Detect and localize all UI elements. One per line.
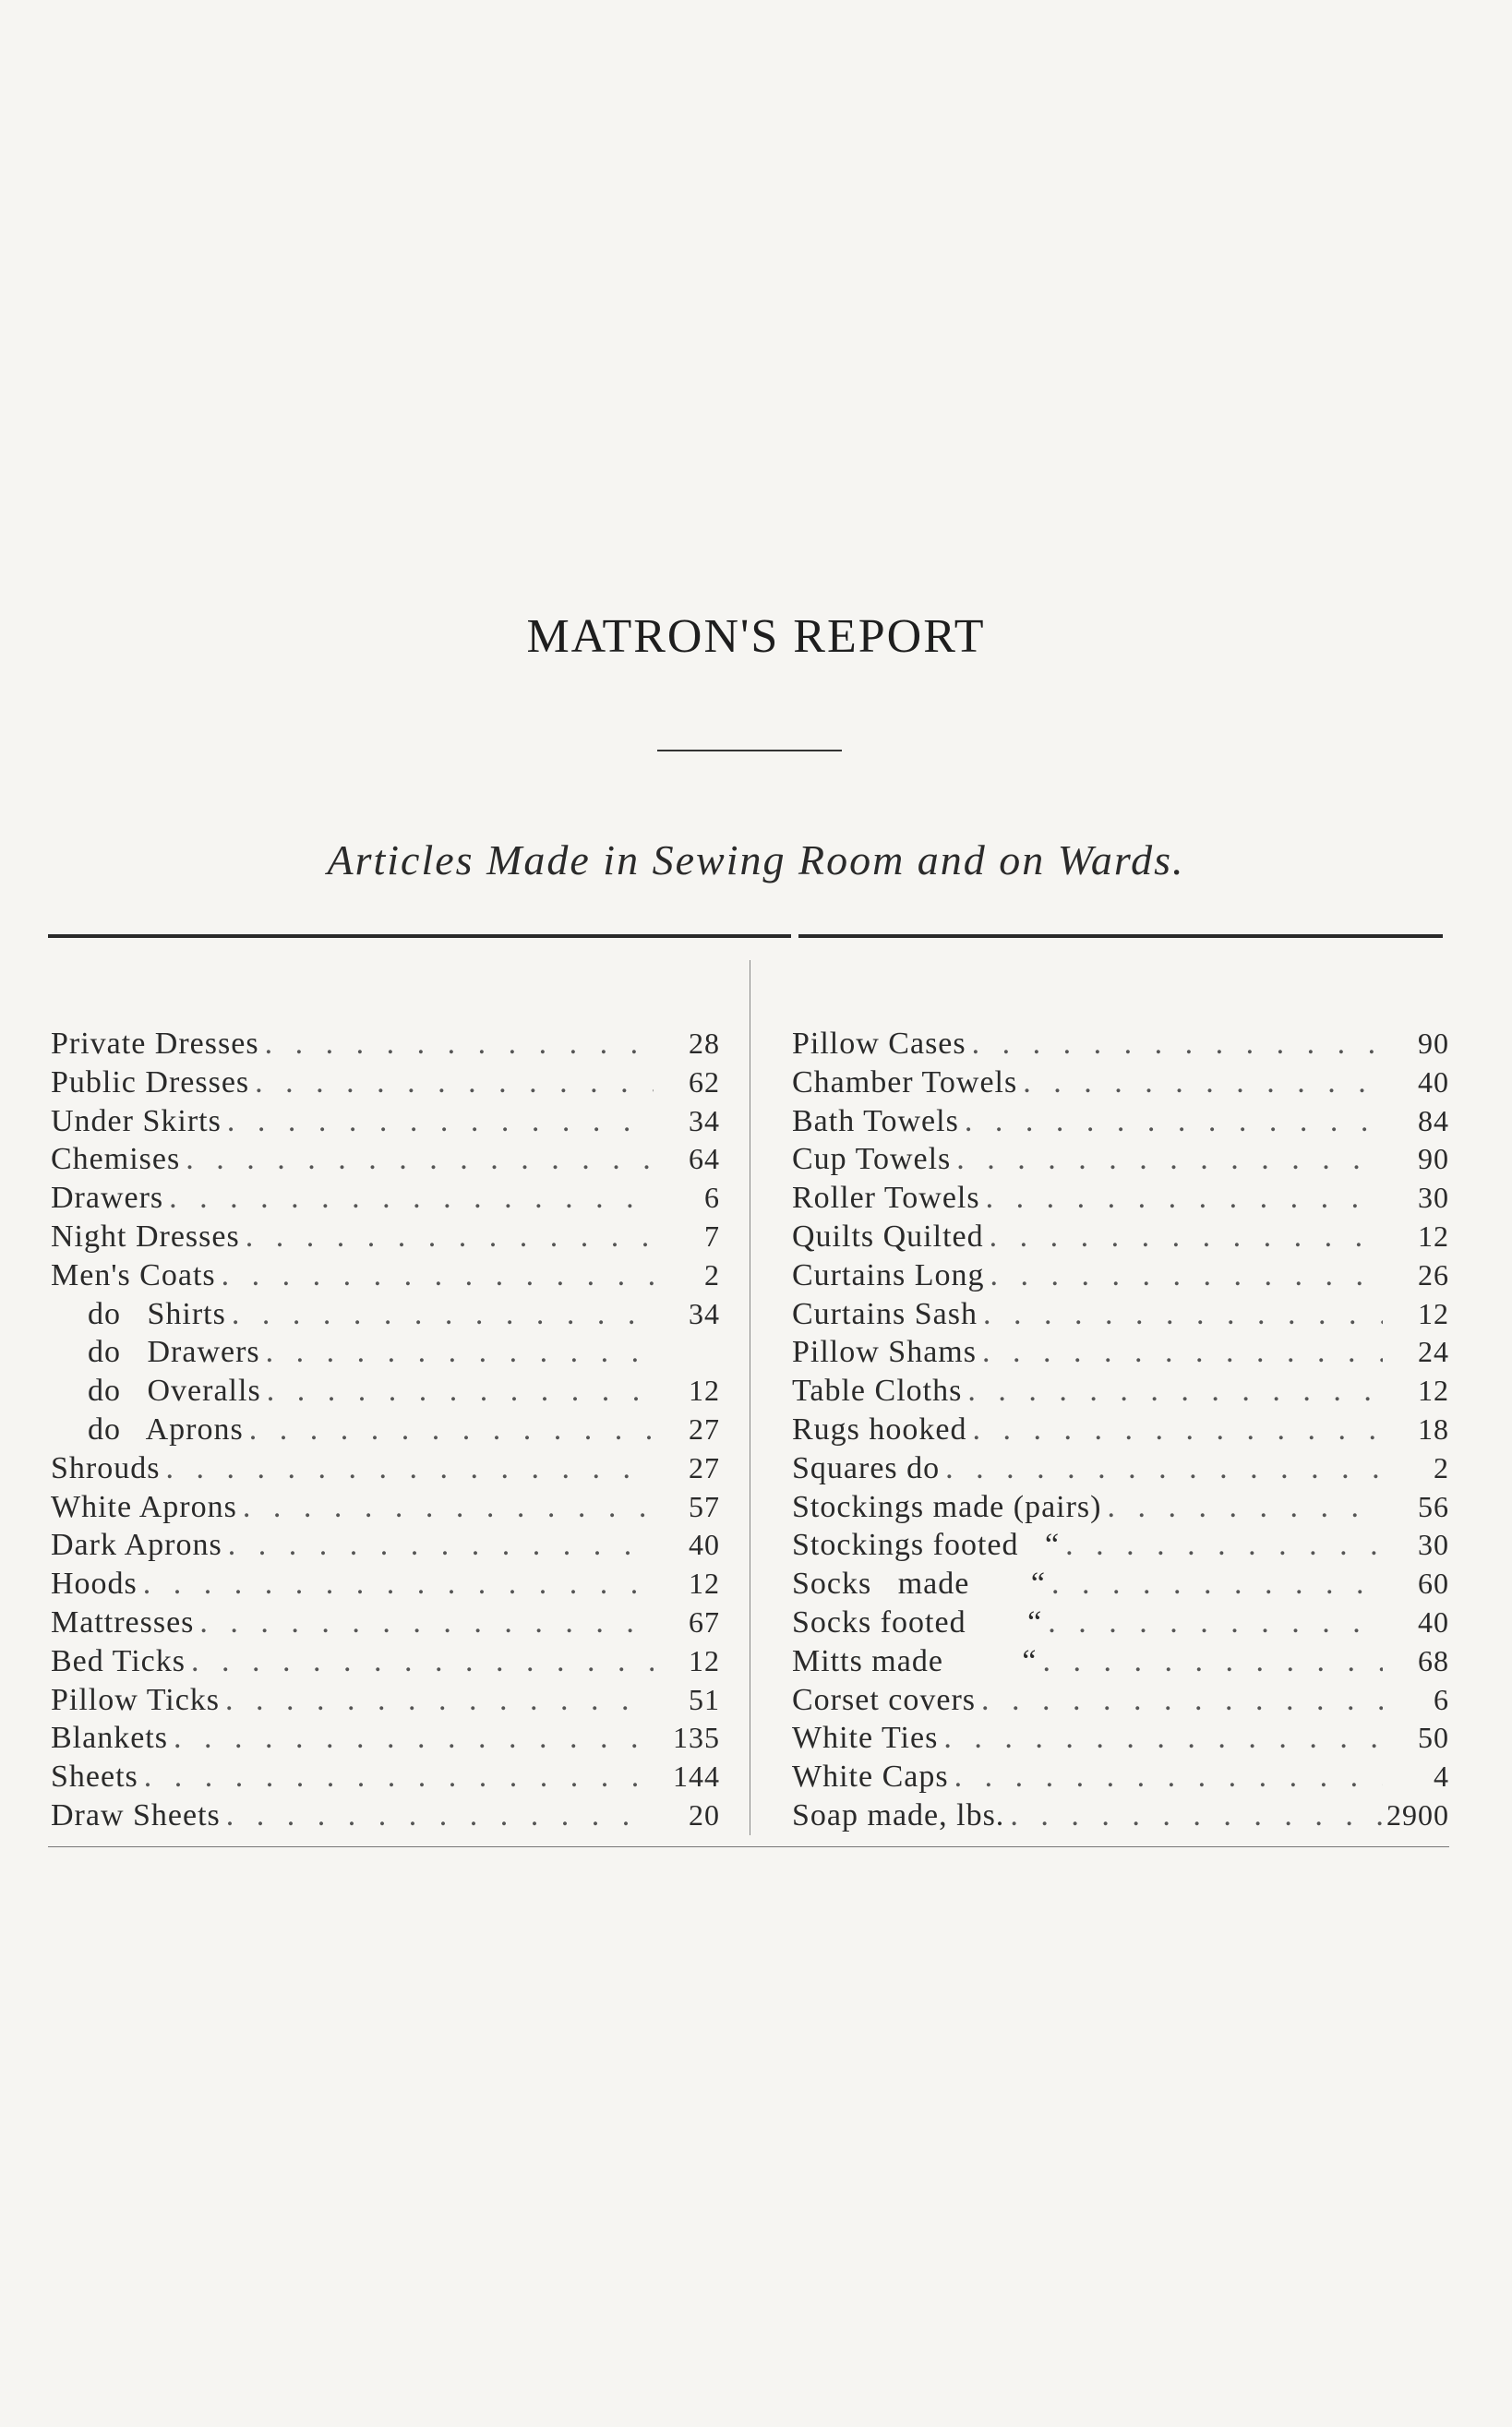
item-label: Stockings made (pairs): [792, 1489, 1102, 1524]
item-label: Mitts made “: [792, 1643, 1038, 1678]
item-label: Stockings footed “: [792, 1528, 1061, 1563]
item-count: 28: [689, 1027, 720, 1060]
item-count: 6: [704, 1181, 720, 1215]
item-label: Hoods: [51, 1567, 138, 1602]
dot-leader: [194, 1604, 654, 1642]
item-count: 7: [704, 1219, 720, 1253]
item-count: 30: [1418, 1528, 1449, 1562]
item-count: 56: [1418, 1489, 1449, 1523]
item-count: 144: [673, 1760, 720, 1794]
list-item: [792, 1372, 1449, 1411]
dot-leader: [980, 1179, 1383, 1218]
list-item: [51, 1179, 720, 1218]
list-item: [792, 1681, 1449, 1720]
item-count: 12: [689, 1374, 720, 1408]
list-item: [792, 1140, 1449, 1179]
item-count: 27: [689, 1450, 720, 1484]
dot-leader: [938, 1719, 1383, 1758]
item-label: Men's Coats: [51, 1257, 216, 1292]
list-item: [51, 1719, 720, 1758]
dot-leader: [962, 1372, 1383, 1411]
item-count: 18: [1418, 1412, 1449, 1446]
item-label: Drawers: [51, 1181, 164, 1216]
dot-leader: [168, 1719, 654, 1758]
item-label: do Shirts: [88, 1296, 226, 1331]
item-count: 30: [1418, 1181, 1449, 1215]
dot-leader: [949, 1758, 1383, 1796]
dot-leader: [1102, 1488, 1384, 1527]
item-count: 84: [1418, 1103, 1449, 1137]
dot-leader: [226, 1295, 654, 1334]
dot-leader: [1038, 1642, 1383, 1681]
item-label: Chamber Towels: [792, 1064, 1018, 1099]
list-item: [51, 1526, 720, 1565]
item-label: Squares do: [792, 1450, 941, 1485]
item-label: Private Dresses: [51, 1027, 259, 1061]
item-count: 2: [704, 1257, 720, 1292]
item-label: Public Dresses: [51, 1064, 250, 1099]
item-label: White Caps: [792, 1760, 949, 1795]
dot-leader: [180, 1140, 654, 1179]
list-item: [792, 1063, 1449, 1102]
item-label: Roller Towels: [792, 1181, 980, 1216]
list-item: [792, 1179, 1449, 1218]
dot-leader: [163, 1179, 654, 1218]
dot-leader: [222, 1526, 654, 1565]
dot-leader: [240, 1218, 654, 1256]
item-count: 12: [689, 1567, 720, 1601]
dot-leader: [220, 1681, 654, 1720]
item-label: Pillow Cases: [792, 1027, 966, 1061]
item-label: Blankets: [51, 1721, 168, 1756]
item-label: Bath Towels: [792, 1103, 959, 1138]
item-count: 12: [689, 1643, 720, 1677]
item-count: 135: [673, 1721, 720, 1755]
item-label: White Ties: [792, 1721, 939, 1756]
dot-leader: [1017, 1063, 1383, 1102]
list-item: [51, 1411, 720, 1449]
list-item: [792, 1256, 1449, 1295]
list-item: [51, 1063, 720, 1102]
list-item: [792, 1411, 1449, 1449]
list-item: [792, 1758, 1449, 1796]
dot-leader: [249, 1063, 654, 1102]
dot-leader: [1060, 1526, 1383, 1565]
item-count: 12: [1418, 1296, 1449, 1330]
dot-leader: [951, 1140, 1383, 1179]
dot-leader: [222, 1102, 654, 1141]
item-label: do Aprons: [88, 1412, 244, 1447]
item-label: Soap made, lbs.: [792, 1797, 1005, 1832]
item-count: 40: [1418, 1064, 1449, 1099]
dot-leader: [216, 1256, 654, 1295]
left-column-list: [51, 1025, 720, 1835]
dot-leader: [221, 1796, 654, 1835]
list-item: [51, 1102, 720, 1141]
item-count: 6: [1434, 1682, 1449, 1716]
item-label: White Aprons: [51, 1489, 237, 1524]
item-label: Night Dresses: [51, 1219, 240, 1254]
item-label: Chemises: [51, 1142, 181, 1177]
dot-leader: [138, 1758, 654, 1796]
item-label: Pillow Shams: [792, 1335, 977, 1370]
item-label: Pillow Ticks: [51, 1682, 221, 1717]
item-label: Cup Towels: [792, 1142, 952, 1177]
list-item: [792, 1449, 1449, 1488]
item-label: Draw Sheets: [51, 1797, 221, 1832]
item-label: Under Skirts: [51, 1103, 222, 1138]
list-item: [51, 1295, 720, 1334]
item-count: 26: [1418, 1257, 1449, 1292]
list-item: [792, 1796, 1449, 1835]
list-item: [792, 1642, 1449, 1681]
list-item: [51, 1565, 720, 1604]
item-count: 12: [1418, 1219, 1449, 1253]
list-item: [792, 1719, 1449, 1758]
item-label: Quilts Quilted: [792, 1219, 984, 1254]
page-title: MATRON'S REPORT: [526, 610, 986, 663]
list-item: [792, 1102, 1449, 1141]
dot-leader: [1004, 1796, 1383, 1835]
right-column-list: [792, 1025, 1449, 1835]
list-item: [51, 1642, 720, 1681]
dot-leader: [978, 1295, 1383, 1334]
item-count: 40: [1418, 1604, 1449, 1639]
item-count: 2: [1434, 1450, 1449, 1484]
item-label: Shrouds: [51, 1450, 161, 1485]
list-item: [51, 1604, 720, 1642]
item-count: 2900: [1386, 1797, 1449, 1832]
item-label: Sheets: [51, 1760, 138, 1795]
list-item: [51, 1218, 720, 1256]
list-item: [792, 1526, 1449, 1565]
dot-leader: [160, 1449, 654, 1488]
item-label: Mattresses: [51, 1604, 195, 1640]
dot-leader: [261, 1372, 654, 1411]
item-label: Bed Ticks: [51, 1643, 186, 1678]
item-count: 90: [1418, 1027, 1449, 1060]
list-item: [51, 1140, 720, 1179]
item-count: 57: [689, 1489, 720, 1523]
table-top-rule-left: [48, 934, 791, 938]
list-item: [792, 1333, 1449, 1372]
dot-leader: [138, 1565, 654, 1604]
dot-leader: [259, 1025, 654, 1063]
item-count: 34: [689, 1296, 720, 1330]
item-count: 60: [1418, 1567, 1449, 1601]
list-item: [51, 1758, 720, 1796]
item-label: do Drawers: [88, 1335, 260, 1370]
dot-leader: [244, 1411, 654, 1449]
item-count: 4: [1434, 1760, 1449, 1794]
item-count: 62: [689, 1064, 720, 1099]
dot-leader: [984, 1218, 1383, 1256]
dot-leader: [976, 1681, 1383, 1720]
table-bottom-rule: [48, 1846, 1449, 1847]
dot-leader: [260, 1333, 654, 1372]
list-item: [51, 1488, 720, 1527]
list-item: [792, 1218, 1449, 1256]
dot-leader: [966, 1025, 1383, 1063]
item-label: Socks made “: [792, 1567, 1046, 1602]
item-count: 67: [689, 1604, 720, 1639]
dot-leader: [237, 1488, 654, 1527]
item-count: 27: [689, 1412, 720, 1446]
dot-leader: [940, 1449, 1383, 1488]
list-item: [51, 1449, 720, 1488]
list-item: [51, 1372, 720, 1411]
list-item: [792, 1295, 1449, 1334]
list-item: [792, 1488, 1449, 1527]
item-count: 34: [689, 1103, 720, 1137]
item-count: 51: [689, 1682, 720, 1716]
item-count: 50: [1418, 1721, 1449, 1755]
item-count: 68: [1418, 1643, 1449, 1677]
item-count: 20: [689, 1797, 720, 1832]
table-top-rule-right: [798, 934, 1443, 938]
item-label: do Overalls: [88, 1374, 261, 1409]
dot-leader: [1046, 1565, 1383, 1604]
list-item: [51, 1681, 720, 1720]
item-label: Table Cloths: [792, 1374, 963, 1409]
list-item: [51, 1796, 720, 1835]
list-item: [792, 1025, 1449, 1063]
item-label: Rugs hooked: [792, 1412, 967, 1447]
item-count: 24: [1418, 1335, 1449, 1369]
title-rule: [657, 750, 842, 751]
dot-leader: [977, 1333, 1383, 1372]
item-label: Socks footed “: [792, 1604, 1043, 1640]
dot-leader: [186, 1642, 654, 1681]
item-count: 40: [689, 1528, 720, 1562]
item-count: 90: [1418, 1142, 1449, 1176]
item-label: Dark Aprons: [51, 1528, 222, 1563]
item-count: 64: [689, 1142, 720, 1176]
dot-leader: [1042, 1604, 1383, 1642]
item-count: 12: [1418, 1374, 1449, 1408]
item-label: Curtains Long: [792, 1257, 985, 1292]
item-label: Curtains Sash: [792, 1296, 978, 1331]
list-item: [792, 1565, 1449, 1604]
list-item: [792, 1604, 1449, 1642]
page-subtitle: Articles Made in Sewing Room and on Wards.: [327, 836, 1185, 883]
dot-leader: [967, 1411, 1384, 1449]
list-item: [51, 1333, 720, 1372]
dot-leader: [984, 1256, 1383, 1295]
list-item: [51, 1025, 720, 1063]
dot-leader: [959, 1102, 1383, 1141]
list-item: [51, 1256, 720, 1295]
item-label: Corset covers: [792, 1682, 977, 1717]
